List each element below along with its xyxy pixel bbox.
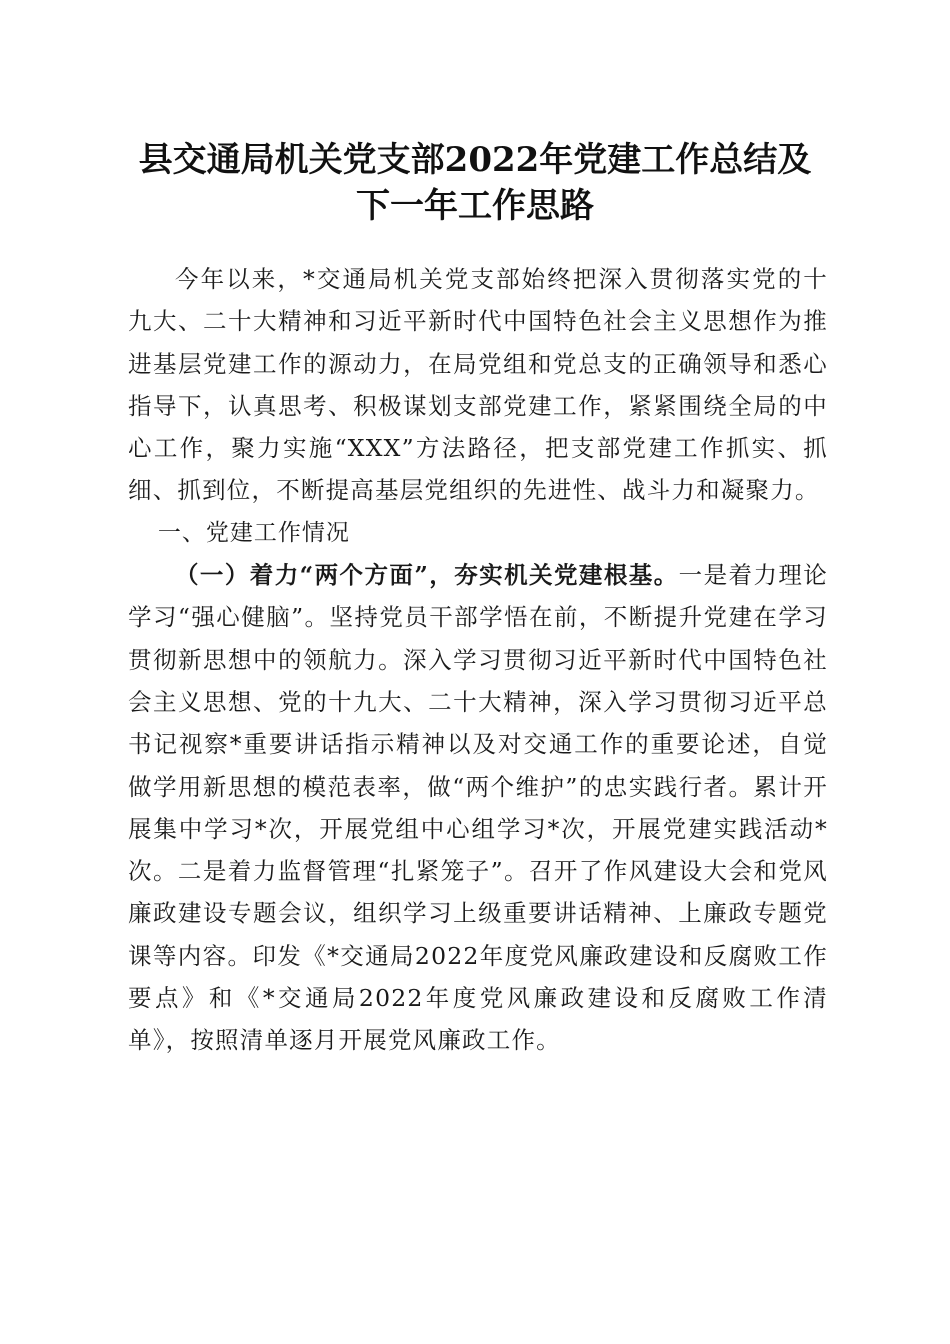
- document-title: [100, 137, 850, 229]
- subsection-body: 一是着力理论学习“强心健脑”。坚持党员干部学悟在前，不断提升党建在学习贯彻新思想中的领航力。深入学习贯彻习近平新时代中国特色社会主义思想、党的十九大、二十大精神，深入学习贯彻习近平总书记视察*重要讲话指示精神以及对交通工作的重要论述，自觉做学用新思想的模范表率，做“两个维护”的忠实践行者。累计开展集中学习*次，开展党组中心组学习*次，开展党建实践活动*次。二是着力监督管理“扎紧笼子”。召开了作风建设大会和党风廉政建设专题会议，组织学习上级重要讲话精神、上廉政专题党课等内容。印发《*交通局2022年度党风廉政建设和反腐败工作要点》和《*交通局2022年度党风廉政建设和反腐败工作清单》，按照清单逐月开展党风廉政工作。: [128, 561, 829, 1055]
- document-body: [128, 258, 828, 1062]
- title-line-1: 县交通局机关党支部2022年党建工作总结及: [138, 140, 812, 180]
- title-line-2: 下一年工作思路: [356, 186, 594, 226]
- subsection-paragraph: [128, 554, 828, 1062]
- intro-paragraph: 今年以来，*交通局机关党支部始终把深入贯彻落实党的十九大、二十大精神和习近平新时代中国特色社会主义思想作为推进基层党建工作的源动力，在局党组和党总支的正确领导和悉心指导下，认真思考、积极谋划支部党建工作，紧紧围绕全局的中心工作，聚力实施“XXX”方法路径，把支部党建工作抓实、抓细、抓到位，不断提高基层党组织的先进性、战斗力和凝聚力。: [128, 265, 828, 505]
- section-heading: 一、党建工作情况: [157, 519, 350, 546]
- subsection-title: （一）着力“两个方面”，夯实机关党建根基。: [175, 561, 679, 590]
